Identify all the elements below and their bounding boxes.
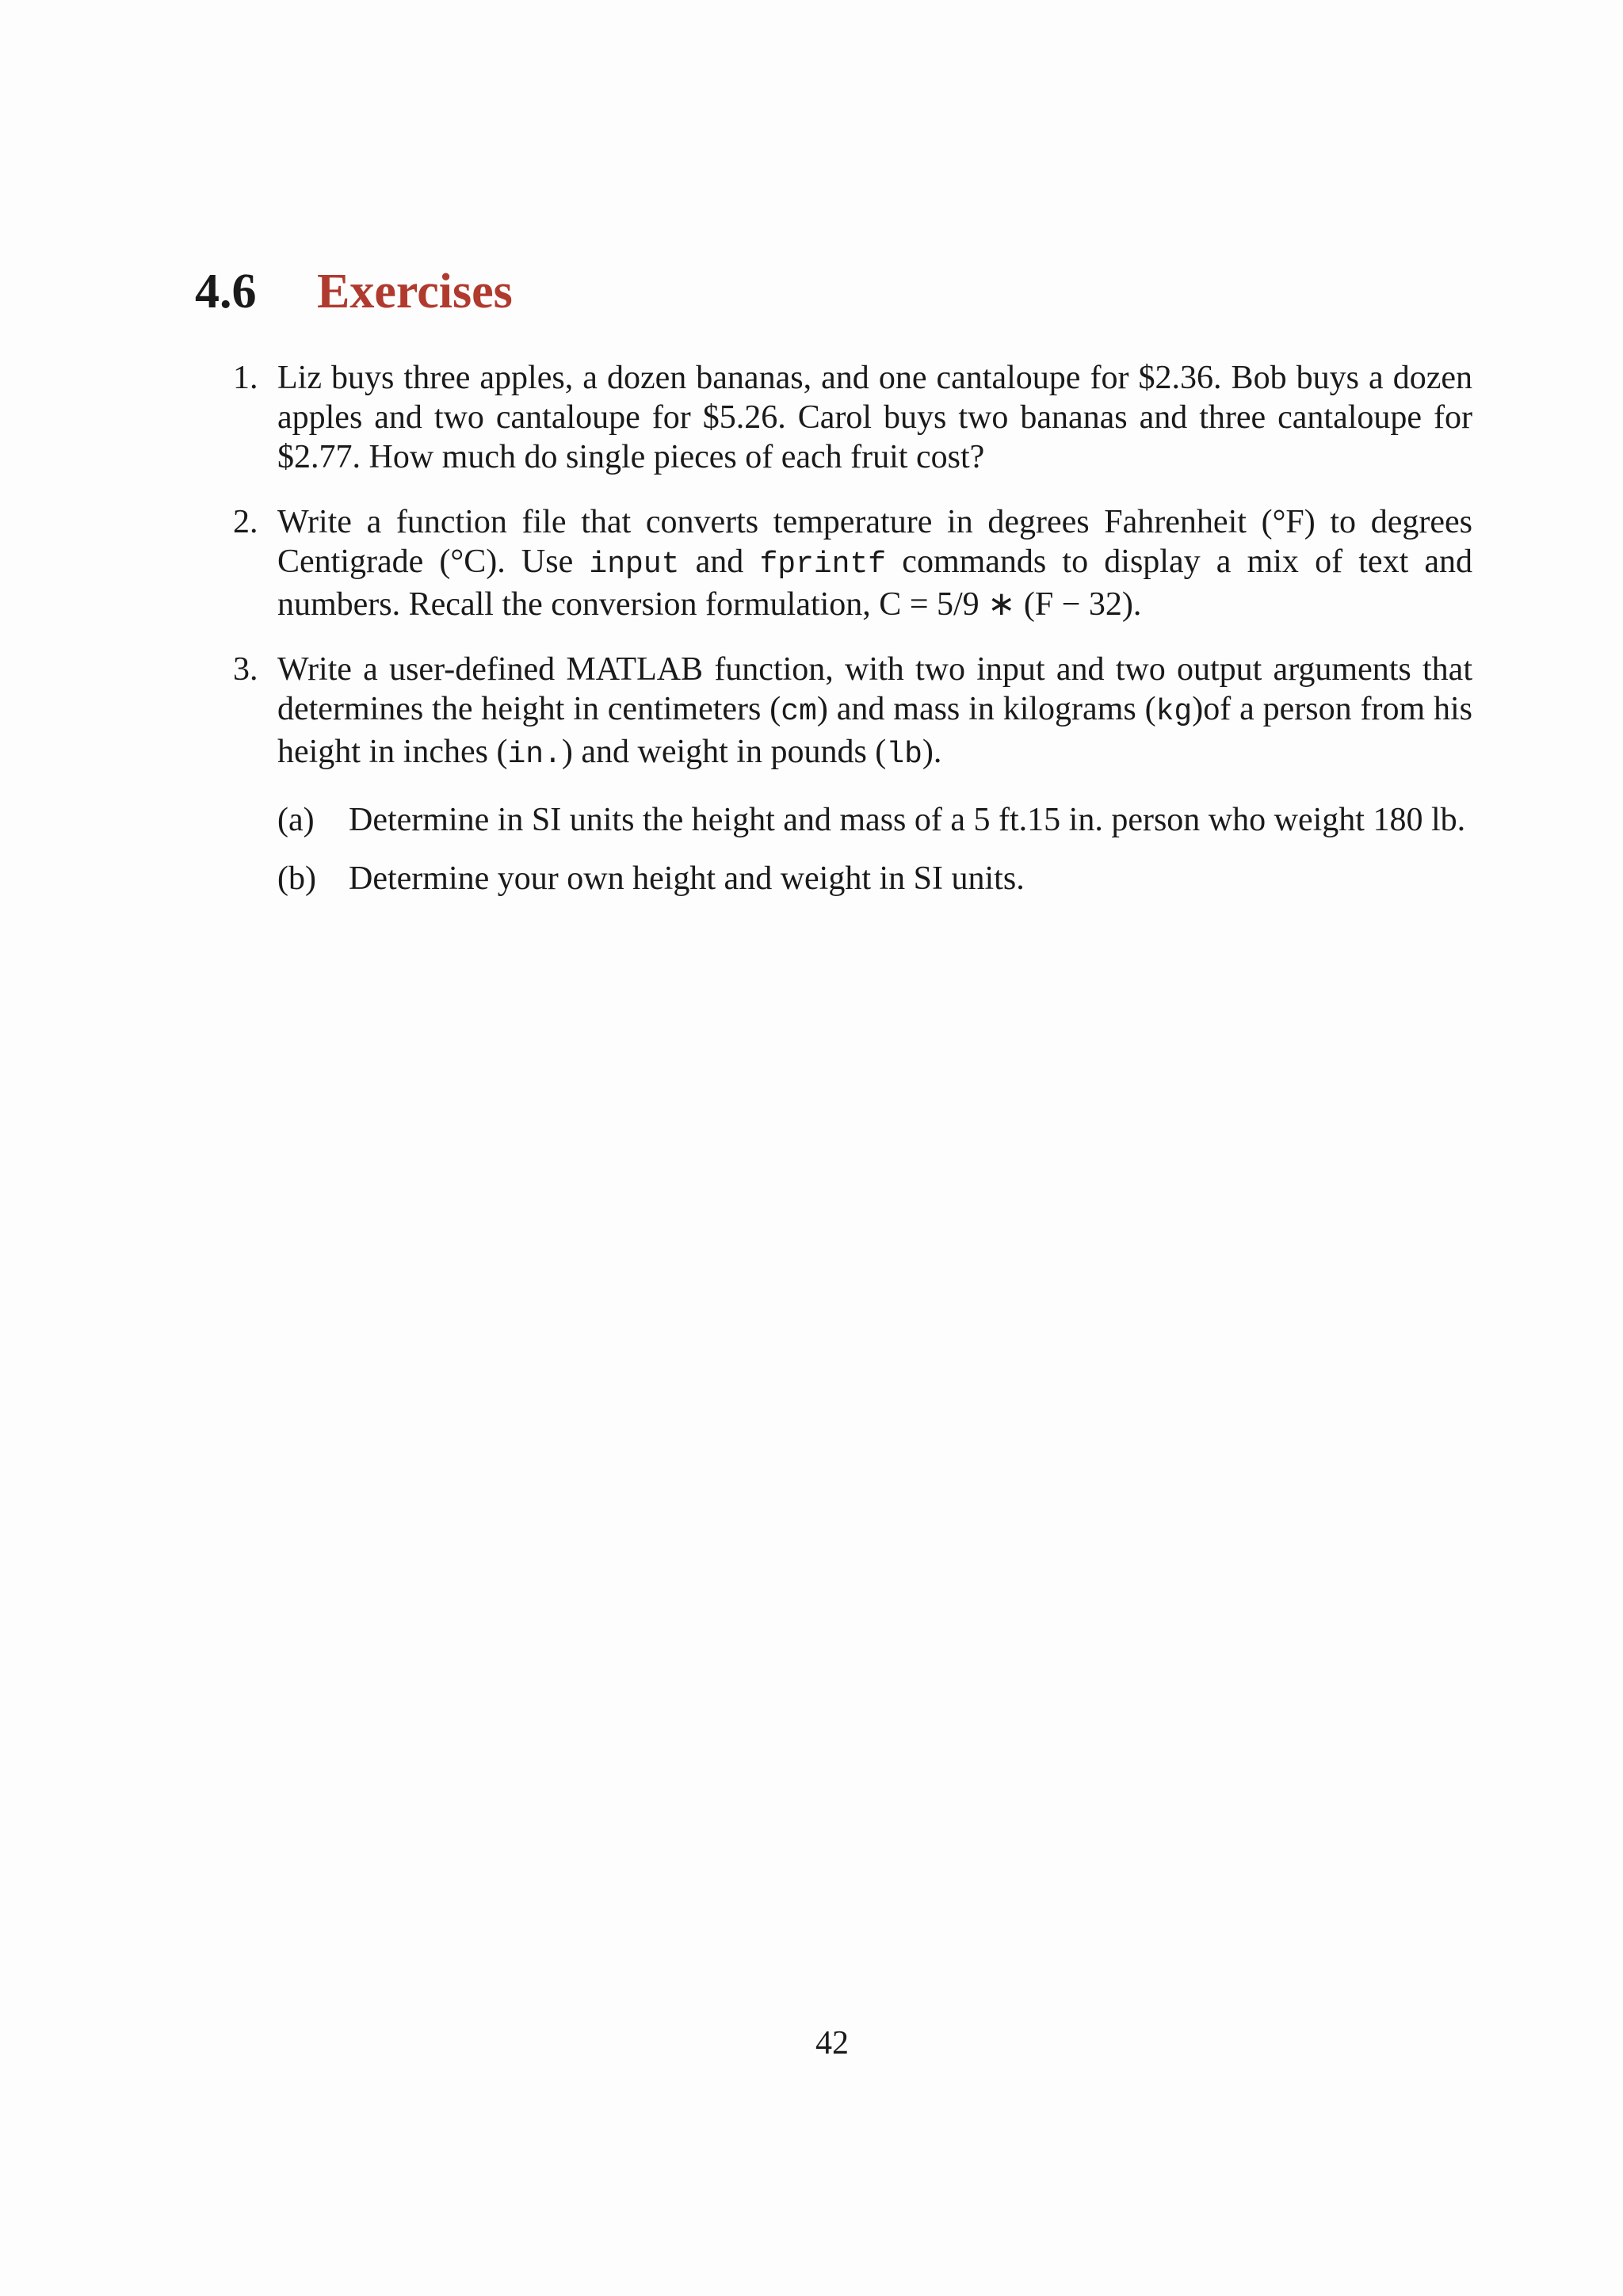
exercise-text: Write a user-defined MATLAB function, with two input and two output arguments that determines the height in centimeters ( [277, 651, 1472, 727]
page-number: 42 [815, 2025, 849, 2061]
exercise-text: and [695, 543, 744, 580]
exercise-number: 1. [233, 360, 258, 396]
section-title: Exercises [317, 265, 513, 318]
exercise-number: 3. [233, 651, 258, 688]
exercise-text: commands to display a mix of text and numbers. Recall the conversion formulation, C = 5/9 ∗ (F − 32). [277, 543, 1473, 623]
exercise-3-part-a [277, 800, 1472, 840]
exercise-3-part-b [277, 859, 1472, 898]
exercise-text: ). [922, 734, 942, 770]
code-fprintf: fprintf [759, 547, 887, 582]
code-kg: kg [1155, 695, 1193, 729]
exercise-text: ) and weight in pounds ( [561, 734, 887, 770]
exercise-2 [195, 502, 1472, 624]
exercise-text: Liz buys three apples, a dozen bananas, and one cantaloupe for $2.36. Bob buys a dozen apples and two cantaloupe for $5.26. Carol buys two bananas and three cantaloupe for $2.77. How much do single pieces of each fruit cost? [277, 360, 1472, 475]
exercise-text: Write a function file that converts temperature in degrees Fahrenheit (°F) to degrees Centigrade (°C). Use [277, 504, 1472, 580]
section-number: 4.6 [195, 265, 257, 318]
exercise-3 [195, 650, 1472, 898]
code-lb: lb [886, 738, 922, 772]
part-text: Determine your own height and weight in SI units. [349, 860, 1025, 897]
code-cm: cm [781, 695, 817, 729]
exercise-number: 2. [233, 504, 258, 540]
code-in: in. [507, 738, 562, 772]
exercise-3-parts [277, 800, 1472, 898]
exercise-1 [195, 358, 1472, 477]
exercise-text: )of a person from his height in inches ( [277, 691, 1473, 770]
section-heading [195, 261, 513, 322]
part-text: Determine in SI units the height and mass of a 5 ft.15 in. person who weight 180 lb. [349, 802, 1466, 838]
exercise-text: ) and mass in kilograms ( [816, 691, 1156, 727]
exercise-list [195, 358, 1472, 924]
code-input: input [589, 547, 680, 582]
part-label: (b) [277, 860, 316, 897]
part-label: (a) [277, 802, 315, 838]
